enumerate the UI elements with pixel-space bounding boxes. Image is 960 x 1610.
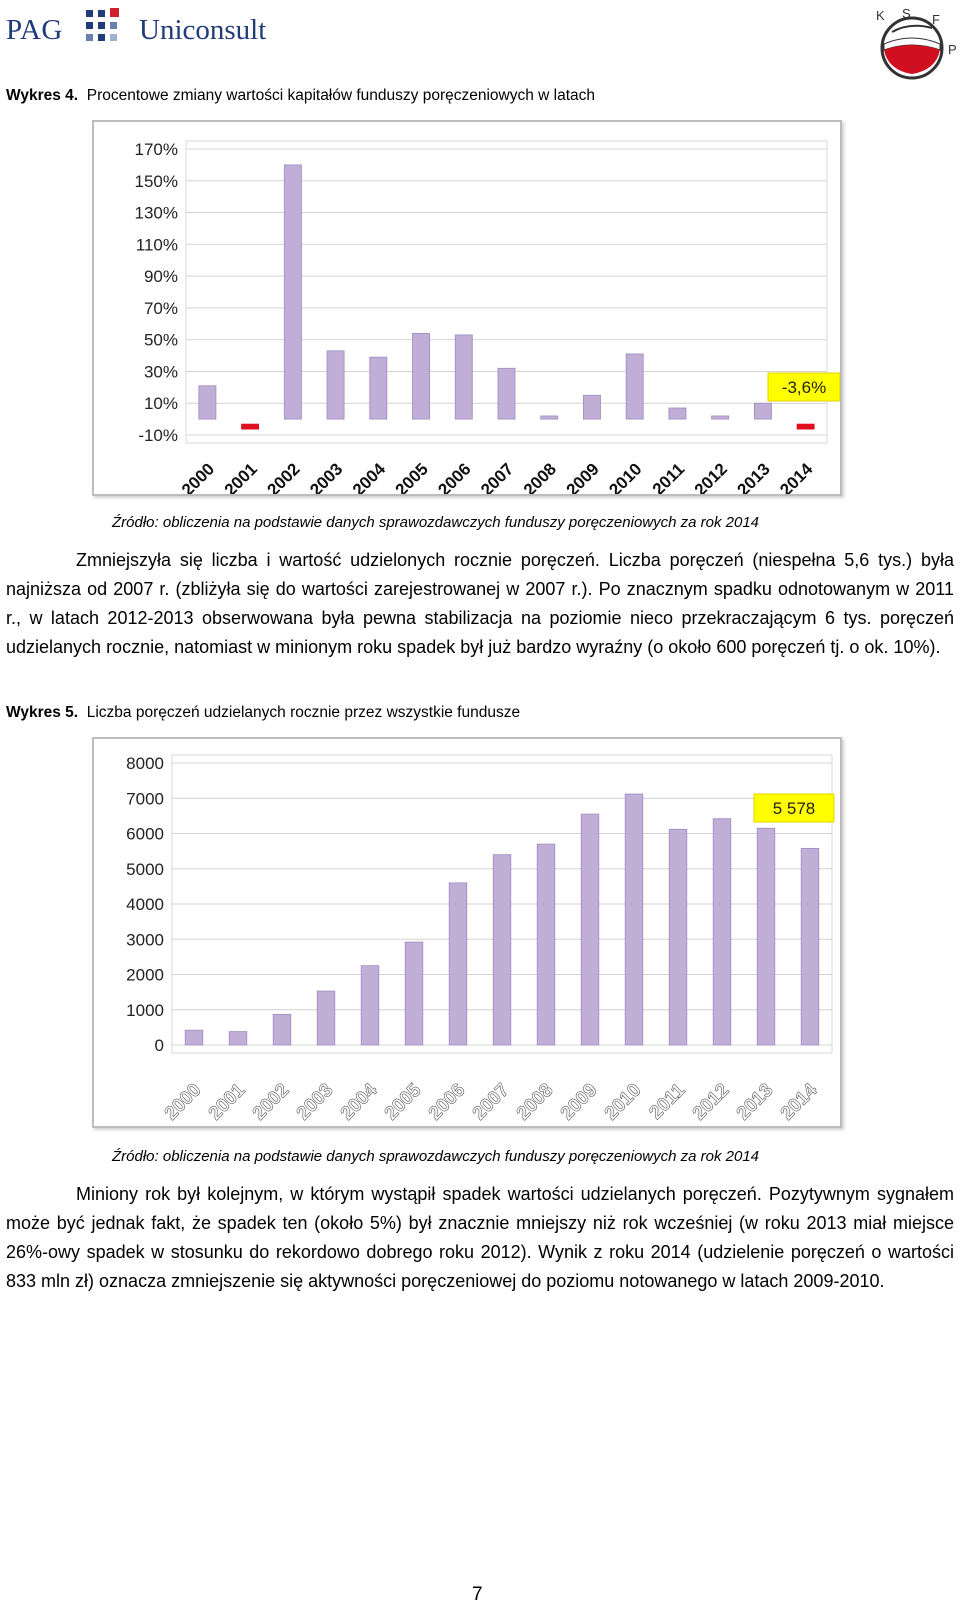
- bar-2013: [754, 403, 771, 419]
- bar-2002: [273, 1014, 291, 1045]
- bar-2003: [327, 351, 344, 419]
- bar-2010: [625, 794, 643, 1045]
- figure4-caption-text: Procentowe zmiany wartości kapitałów funduszy poręczeniowych w latach: [86, 87, 596, 104]
- bar-2002: [284, 165, 301, 419]
- callout-label: 5 578: [772, 799, 816, 818]
- bar-2012: [713, 819, 731, 1045]
- bar-2001: [242, 424, 259, 429]
- paragraph-1: [6, 546, 954, 662]
- chart4: [94, 122, 840, 494]
- x-tick-label: 2005: [380, 1079, 426, 1125]
- logo-dots-icon: [80, 6, 130, 50]
- y-tick-label: 130%: [134, 203, 178, 223]
- x-tick-label: 2014: [776, 1079, 822, 1125]
- chart5-container: [92, 737, 842, 1128]
- bar-2007: [498, 368, 515, 419]
- ksfp-letter: P: [948, 42, 957, 57]
- x-tick-label: 2006: [424, 1079, 470, 1125]
- paragraph-2: [6, 1180, 954, 1296]
- x-tick-label: 2007: [477, 459, 518, 494]
- x-tick-label: 2011: [648, 459, 689, 494]
- x-tick-label: 2002: [248, 1079, 294, 1125]
- bar-2009: [583, 395, 600, 419]
- x-tick-label: 2014: [776, 459, 817, 494]
- bar-2007: [493, 855, 511, 1045]
- logo-pag-text: PAG: [6, 14, 63, 46]
- bar-2014: [797, 424, 814, 429]
- figure4-source: Źródło: obliczenia na podstawie danych sprawozdawczych funduszy poręczeniowych za rok 2014: [112, 514, 760, 531]
- y-tick-label: 1000: [126, 1000, 164, 1020]
- y-tick-label: 6000: [126, 824, 164, 844]
- bar-2000: [185, 1030, 203, 1045]
- y-tick-label: 110%: [135, 235, 178, 255]
- x-tick-label: 2013: [733, 459, 774, 494]
- x-tick-label: 2001: [220, 459, 261, 494]
- y-tick-label: 30%: [143, 362, 178, 382]
- bar-2008: [537, 844, 555, 1045]
- bar-2004: [361, 966, 379, 1045]
- y-tick-label: 170%: [134, 140, 178, 159]
- x-tick-label: 2007: [468, 1079, 514, 1125]
- bar-2012: [712, 416, 729, 419]
- figure4-caption: [6, 87, 595, 105]
- x-tick-label: 2011: [645, 1079, 690, 1124]
- x-tick-label: 2013: [732, 1079, 778, 1125]
- bar-2005: [412, 333, 429, 419]
- x-tick-label: 2010: [600, 1079, 646, 1125]
- y-tick-label: 50%: [143, 330, 178, 350]
- x-tick-label: 2005: [391, 459, 432, 494]
- bar-2008: [541, 416, 558, 419]
- x-tick-label: 2003: [292, 1079, 338, 1125]
- callout-label: -3,6%: [781, 378, 827, 397]
- ksfp-letter: F: [932, 12, 940, 27]
- figure5-caption: [6, 704, 520, 722]
- bar-2011: [669, 408, 686, 419]
- bar-2009: [581, 814, 599, 1045]
- paragraph-2-text: Miniony rok był kolejnym, w którym wystąpił spadek wartości udzielanych poręczeń. Pozytywnym sygnałem może być jednak fakt, że spadek ten (około 5%) był znacznie mniejszy niż rok wcześniej (w roku 2013 miał miejsce 26%-owy spadek w stosunku do rekordowo dobrego roku 2012). Wynik z roku 2014 (udzielenie poręczeń o wartości 833 mln zł) oznacza zmniejszenie się aktywności poręczeniowej do poziomu notowanego w latach 2009-2010.: [6, 1184, 954, 1291]
- y-tick-label: 2000: [126, 965, 164, 985]
- y-tick-label: 0: [154, 1036, 164, 1055]
- x-tick-label: 2012: [690, 459, 731, 494]
- figure5-caption-text: Liczba poręczeń udzielanych rocznie przez wszystkie fundusze: [86, 704, 521, 721]
- figure5-label: Wykres 5.: [6, 704, 79, 721]
- y-tick-label: -10%: [138, 426, 178, 445]
- x-tick-label: 2000: [178, 459, 219, 494]
- x-tick-label: 2008: [512, 1079, 558, 1125]
- x-tick-label: 2009: [562, 459, 603, 494]
- x-tick-label: 2009: [556, 1079, 602, 1125]
- page-number: 7: [472, 1584, 483, 1605]
- x-tick-label: 2010: [605, 459, 646, 494]
- y-tick-label: 10%: [143, 394, 178, 414]
- y-tick-label: 90%: [143, 267, 178, 287]
- y-tick-label: 5000: [126, 859, 164, 879]
- bar-2011: [669, 829, 687, 1045]
- bar-2003: [317, 991, 335, 1045]
- y-tick-label: 8000: [126, 754, 164, 773]
- x-tick-label: 2004: [336, 1079, 382, 1125]
- x-tick-label: 2003: [306, 459, 347, 494]
- bar-2013: [757, 828, 775, 1045]
- x-tick-label: 2001: [204, 1079, 250, 1125]
- y-tick-label: 150%: [134, 171, 178, 191]
- x-tick-label: 2008: [519, 459, 561, 494]
- figure5-source: Źródło: obliczenia na podstawie danych sprawozdawczych funduszy poręczeniowych za rok 2014: [112, 1148, 760, 1165]
- x-tick-label: 2000: [160, 1079, 206, 1125]
- chart5: [94, 739, 840, 1126]
- pag-uniconsult-logo: [6, 4, 296, 52]
- chart4-container: [92, 120, 842, 496]
- y-tick-label: 70%: [143, 298, 178, 318]
- bar-2010: [626, 354, 643, 419]
- figure4-label: Wykres 4.: [6, 87, 79, 104]
- y-tick-label: 7000: [126, 789, 164, 809]
- bar-2006: [455, 335, 472, 419]
- y-tick-label: 4000: [126, 895, 164, 914]
- bar-2001: [229, 1032, 247, 1045]
- bar-2000: [199, 386, 216, 419]
- bar-2006: [449, 883, 467, 1045]
- x-tick-label: 2006: [434, 459, 475, 494]
- logo-uniconsult-text: Uniconsult: [139, 14, 267, 46]
- bar-2014: [801, 848, 819, 1045]
- x-tick-label: 2002: [263, 459, 304, 494]
- ksfp-letter: S: [902, 6, 911, 21]
- y-tick-label: 3000: [126, 930, 164, 950]
- bar-2005: [405, 942, 423, 1045]
- paragraph-1-rest: tys.) była najniższa od 2007 r. (zbliżyła się do wartości zarejestrowanej w 2007 r.). Po znacznym spadku odnotowanym w 2011 r., w latach 2012-2013 obserwowana była pewna stabilizacja na poziomie nieco przekraczającym 6 tys. poręczeń udzielanych rocznie, natomiast w minionym roku spadek był już bardzo wyraźny (o około 600 poręczeń tj. o ok. 10%).: [6, 550, 954, 657]
- x-tick-label: 2012: [688, 1079, 734, 1125]
- ksfp-letter: K: [876, 8, 885, 23]
- paragraph-1-first-line: Zmniejszyła się liczba i wartość udzielonych rocznie poręczeń. Liczba poręczeń (niespełna 5,6: [76, 550, 870, 570]
- ksfp-logo: [870, 4, 960, 84]
- bar-2004: [370, 357, 387, 419]
- x-tick-label: 2004: [348, 459, 390, 494]
